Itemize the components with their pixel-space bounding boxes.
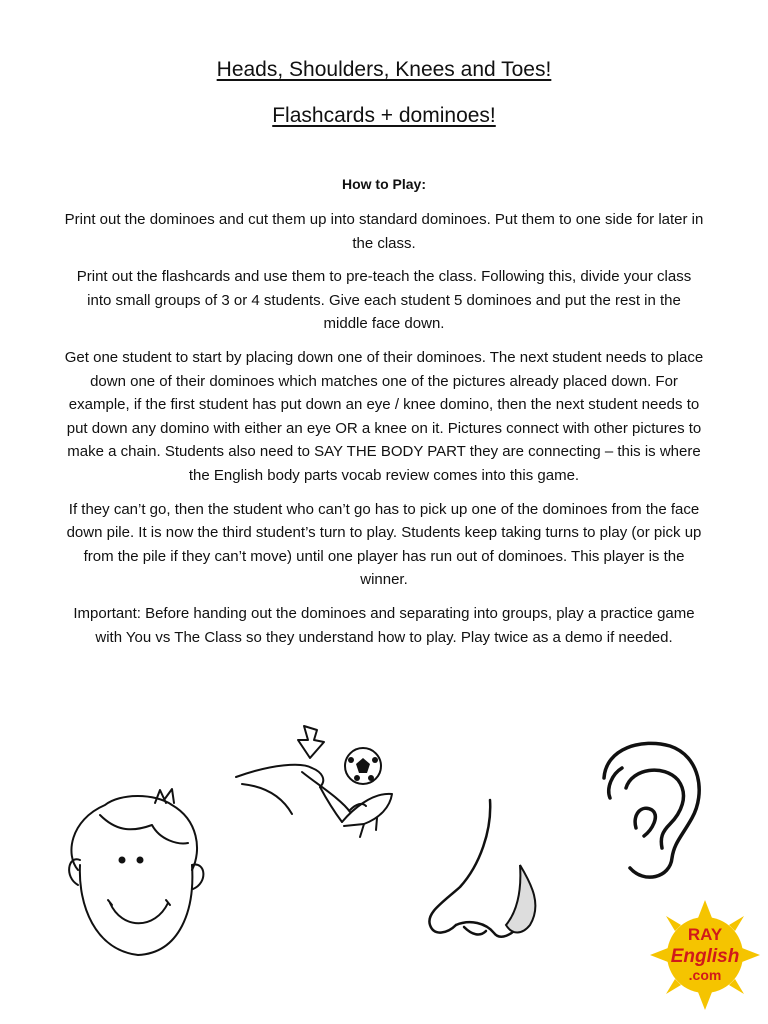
instruction-paragraph: Print out the dominoes and cut them up into standard dominoes. Put them to one side for later in the class.: [64, 211, 704, 252]
page-subtitle: Flashcards + dominoes!: [272, 104, 496, 127]
instructions: [64, 208, 704, 659]
svg-text:RAY: RAY: [687, 925, 723, 944]
instruction-paragraph: Important: Before handing out the dominoes and separating into groups, play a practice game with You vs The Class so they understand how to play. Play twice as a demo if needed.: [73, 604, 695, 646]
how-to-play-heading: How to Play:: [341, 176, 426, 192]
instruction-paragraph: If they can’t go, then the student who can’t go has to pick up one of the dominoes from the face down pile. It is now the third student’s turn to play. Students keep taking turns to play (or pick up from the pile if they can’t move) until one player has run out of dominoes. This player is the winner.: [66, 500, 702, 589]
ear-icon: [592, 738, 712, 888]
ray-english-logo: [650, 900, 760, 1010]
boy-face-icon: [60, 785, 210, 965]
svg-text:.com: .com: [688, 967, 722, 983]
instruction-paragraph: Get one student to start by placing down one of their dominoes. The next student needs to place down one of their dominoes which matches one of the pictures already placed down. For example, if the first student has put down an eye / knee domino, then the next student needs to put down any domino with either an eye OR a knee on it. Pictures connect with other pictures to make a chain. Students also need to SAY THE BODY PART they are connecting – this is where the English body parts vocab review comes into this game.: [64, 348, 704, 484]
nose-icon: [420, 795, 565, 955]
svg-text:English: English: [670, 946, 740, 967]
page-title: Heads, Shoulders, Knees and Toes!: [216, 58, 552, 81]
knee-kicking-ball-icon: [232, 722, 397, 842]
instruction-paragraph: Print out the flashcards and use them to pre-teach the class. Following this, divide your class into small groups of 3 or 4 students. Give each student 5 dominoes and put the rest in the middle face down.: [76, 268, 692, 333]
